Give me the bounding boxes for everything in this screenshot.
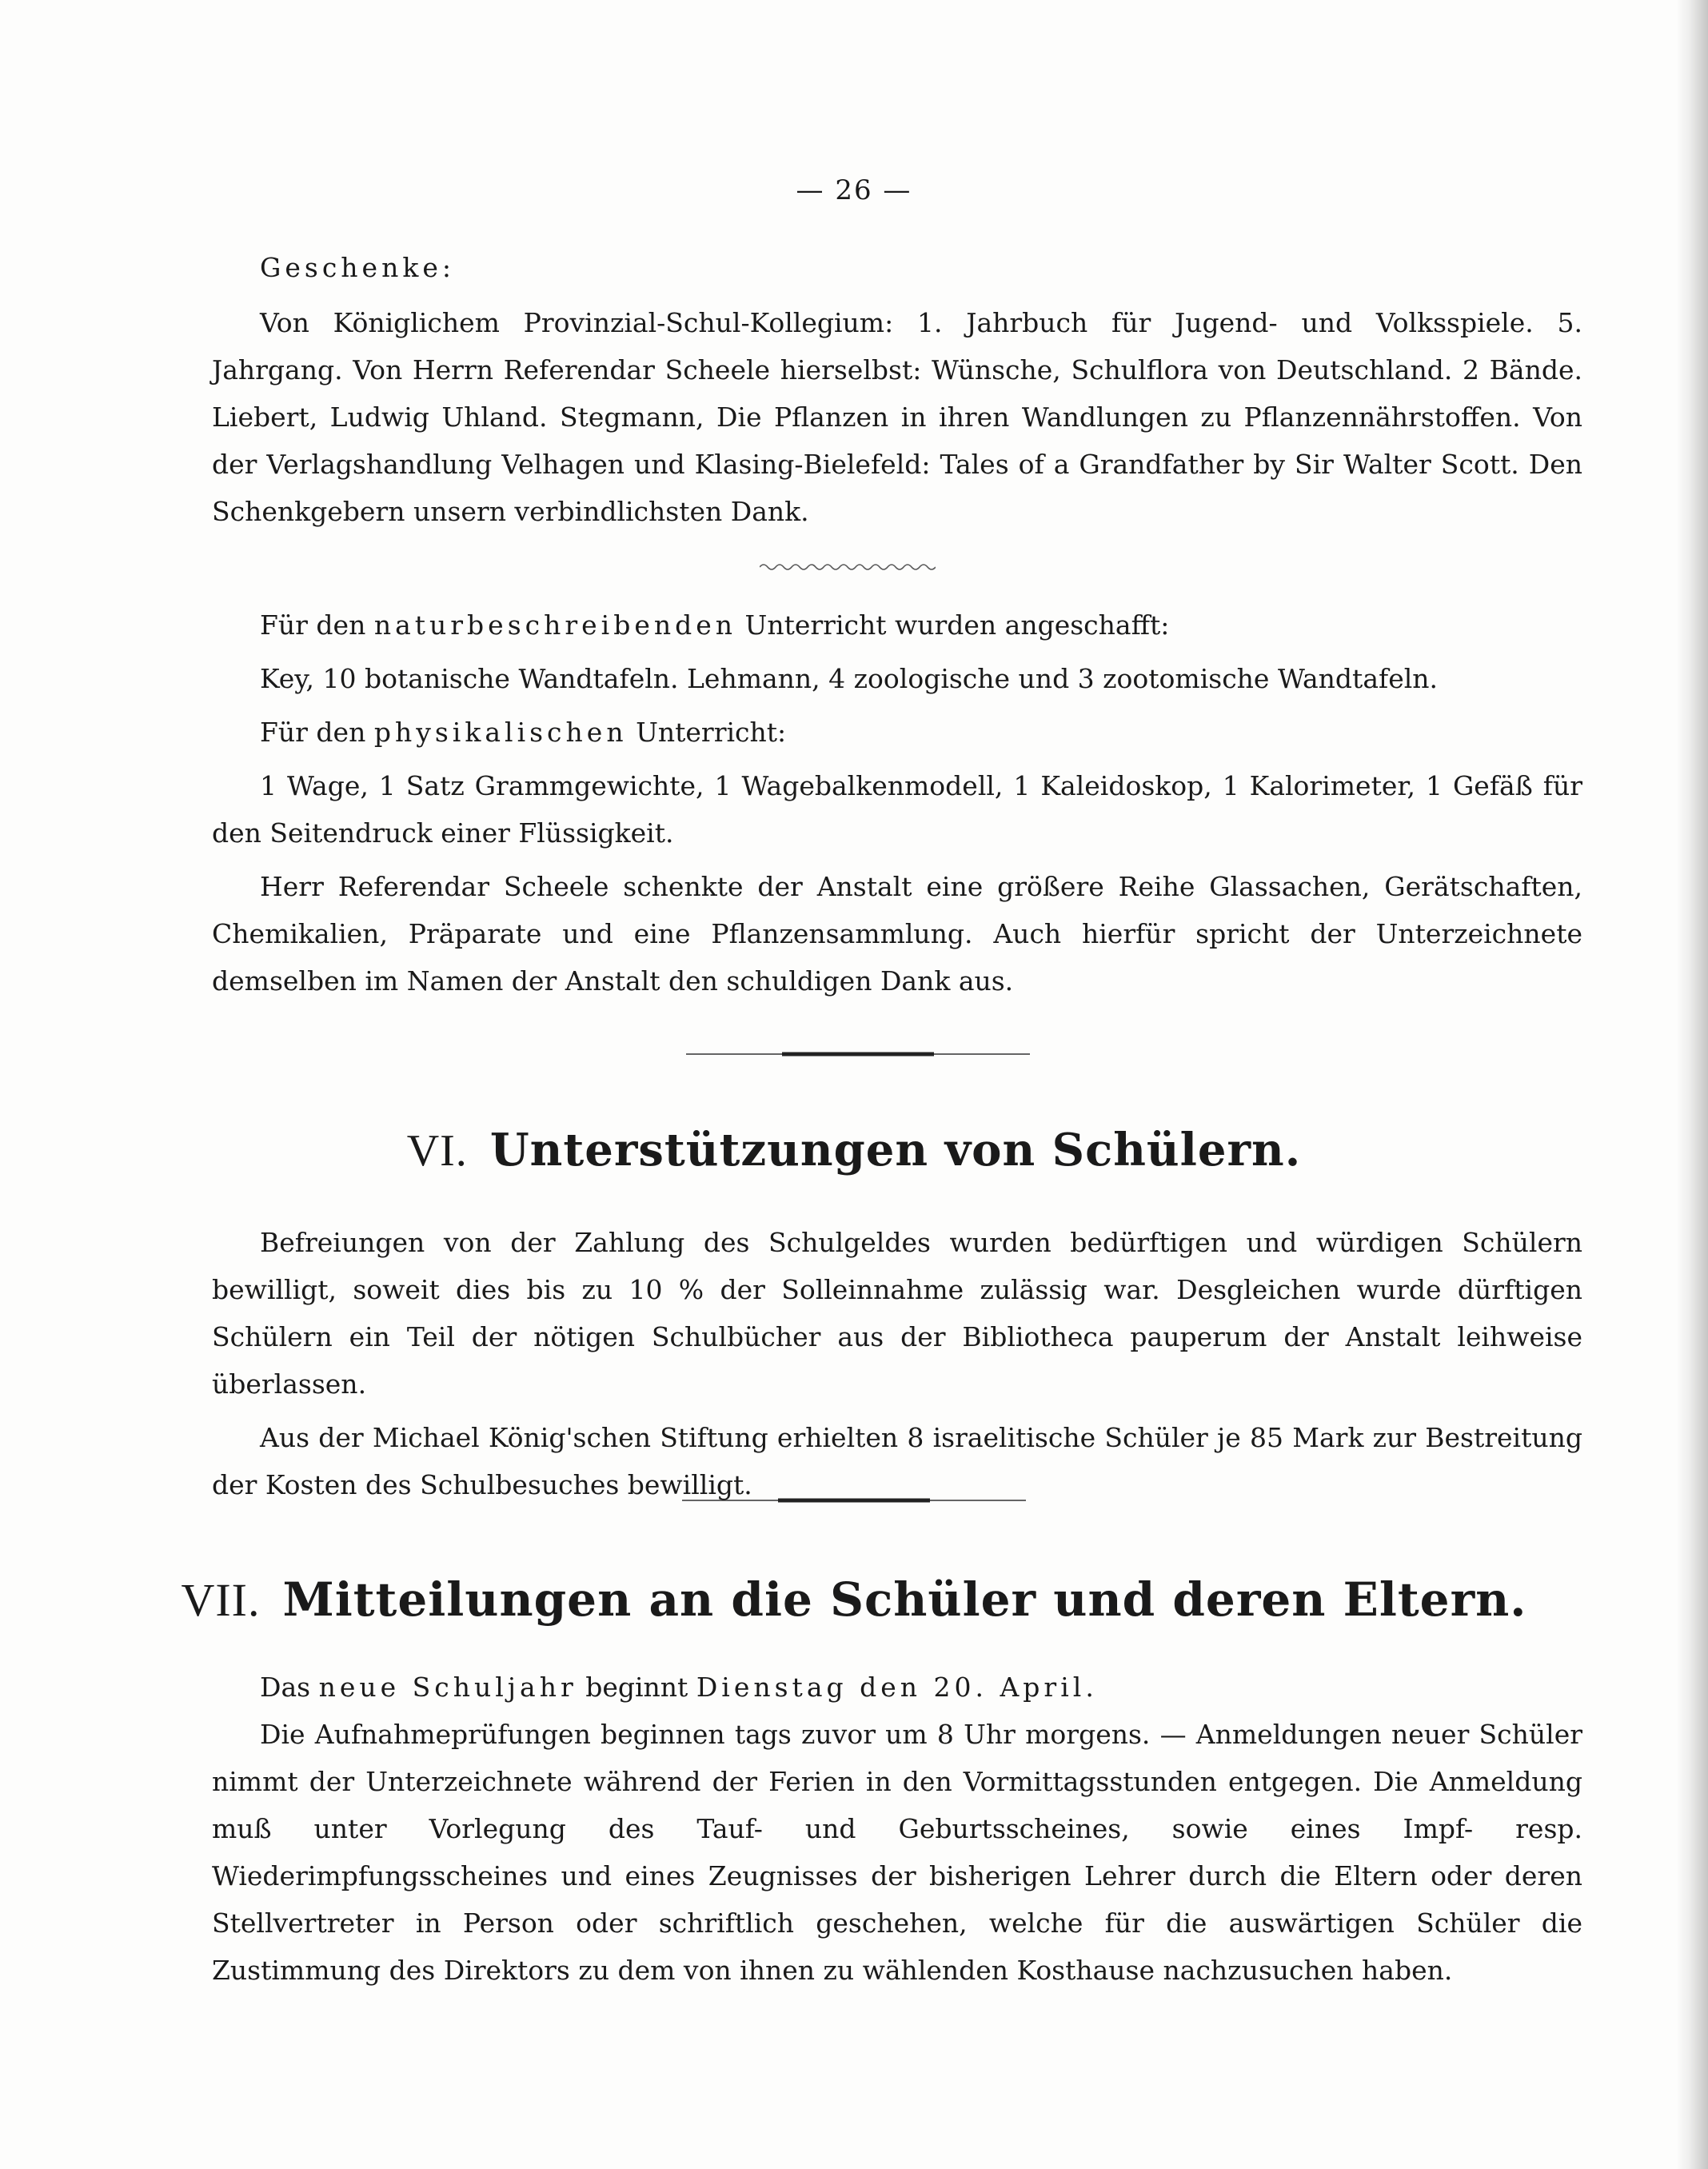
- natural-history-intro: [212, 601, 1582, 649]
- school-start-mid: beginnt: [585, 1672, 688, 1703]
- school-start-spaced-1: neue Schuljahr: [318, 1672, 577, 1703]
- natural-history-items: Key, 10 botanische Wandtafeln. Lehmann, 4 zoologische und 3 zootomische Wandtafeln.: [260, 663, 1439, 694]
- section-vi-heading: [0, 1124, 1708, 1176]
- gifts-body: Von Königlichem Provinzial-Schul-Kollegium: 1. Jahrbuch für Jugend- und Volksspiele. 5. Jahrgang. Von Herrn Referendar Scheele hierselbst: Wünsche, Schulflora von Deutschland. 2 Bände. Liebert, Ludwig Uhland. Stegmann, Die Pflanzen in ihren Wandlungen zu Pflanzennährstoffen. Von der Verlagshandlung Velhagen und Klasing-Bielefeld: Tales of a Grandfather by Sir Walter Scott. Den Schenkgebern unsern verbindlichsten Dank.: [212, 307, 1582, 527]
- gifts-block: [212, 244, 1582, 535]
- natural-history-block: [212, 601, 1582, 1005]
- physics-intro-spaced: physikalischen: [373, 717, 628, 748]
- gifts-heading: Geschenke:: [260, 252, 455, 283]
- section-vii-title: Mitteilungen an die Schüler und deren Eltern.: [282, 1572, 1527, 1627]
- section-vii-heading: [0, 1572, 1708, 1627]
- section-vi-number: VI.: [406, 1126, 468, 1176]
- school-start-prefix: Das: [260, 1672, 311, 1703]
- page-number: — 26 —: [796, 174, 912, 206]
- section-vi-paragraph-2: Aus der Michael König'schen Stiftung erhielten 8 israelitische Schüler je 85 Mark zur Bestreitung der Kosten des Schulbesuches bewilligt.: [212, 1422, 1582, 1500]
- school-start-spaced-2: Dienstag den 20. April.: [696, 1672, 1098, 1703]
- page-edge-shadow: [1676, 0, 1708, 2169]
- section-vi-title: Unterstützungen von Schülern.: [489, 1124, 1302, 1176]
- physics-intro-prefix: Für den: [260, 717, 366, 748]
- section-divider-vii: [682, 1496, 1026, 1504]
- natural-history-intro-spaced: naturbeschreibenden: [373, 609, 737, 641]
- section-vi-paragraph-1: Befreiungen von der Zahlung des Schulgeldes wurden bedürftigen und würdigen Schülern bewilligt, soweit dies bis zu 10 % der Solleinnahme zulässig war. Desgleichen wurde dürftigen Schülern ein Teil der nötigen Schulbücher aus der Bibliotheca pauperum der Anstalt leihweise überlassen.: [212, 1227, 1582, 1400]
- section-divider-vi: [686, 1050, 1030, 1058]
- section-vii-number: VII.: [181, 1574, 261, 1626]
- natural-history-intro-suffix: Unterricht wurden angeschafft:: [744, 609, 1170, 641]
- physics-intro: [212, 709, 1582, 756]
- natural-history-intro-prefix: Für den: [260, 609, 366, 641]
- section-vi-body: [212, 1219, 1582, 1508]
- physics-intro-suffix: Unterricht:: [636, 717, 787, 748]
- section-vii-body: [212, 1664, 1582, 1994]
- section-vii-school-start: [212, 1664, 1582, 1711]
- section-vii-paragraph: Die Aufnahmeprüfungen beginnen tags zuvor um 8 Uhr morgens. — Anmeldungen neuer Schüler nimmt der Unterzeichnete während der Ferien in den Vormittagsstunden entgegen. Die Anmeldung muß unter Vorlegung des Tauf- und Geburtsscheines, sowie eines Impf- resp. Wiederimpfungsscheines und eines Zeugnisses der bisherigen Lehrer durch die Eltern oder deren Stellvertreter in Person oder schriftlich geschehen, welche für die auswärtigen Schüler die Zustimmung des Direktors zu dem von ihnen zu wählenden Kosthause nachzusuchen haben.: [212, 1719, 1582, 1986]
- physics-donation: Herr Referendar Scheele schenkte der Anstalt eine größere Reihe Glassachen, Gerätschaften, Chemikalien, Präparate und eine Pflanzensammlung. Auch hierfür spricht der Unterzeichnete demselben im Namen der Anstalt den schuldigen Dank aus.: [212, 871, 1582, 997]
- physics-items: 1 Wage, 1 Satz Grammgewichte, 1 Wagebalkenmodell, 1 Kaleidoskop, 1 Kalorimeter, 1 Gefäß für den Seitendruck einer Flüssigkeit.: [212, 770, 1582, 849]
- wavy-divider: [760, 560, 936, 574]
